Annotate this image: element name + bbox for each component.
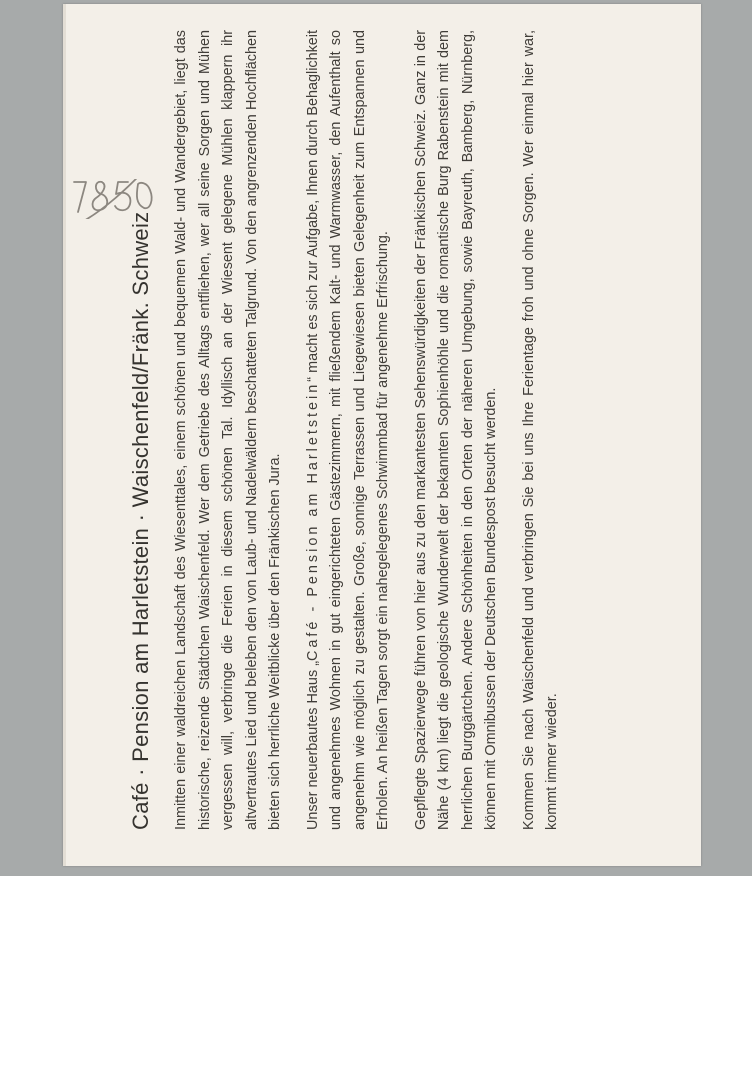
house-name: Café - Pension am Harletstein [304,381,321,661]
paragraph-excursions: Gepflegte Spazierwege führen von hier aus zu den markantesten Sehenswürdigkeiten der Fränkischen Schweiz. Ganz in der Nähe (4 km) liegt die geologische Wunderwelt der bekannten Sophienhöhle und die romantische Burg Rabenstein mit dem herrlichen Burggärtchen. Andere Schönheiten in den Orten der näheren Umgebung, sowie Bayreuth, Bamberg, Nürnberg, können mit Omnibussen der Deutschen Bundespost besucht werden. [412,30,499,830]
card-text-block [128,30,628,830]
card-title: Café · Pension am Harletstein · Waischenfeld/Fränk. Schweiz [128,211,153,830]
paragraph-house [302,30,396,830]
paragraph-house-start: Unser neuerbautes Haus „ [304,661,321,830]
paragraph-intro: Inmitten einer waldreichen Landschaft des Wiesenttales, einem schönen und bequemen Wald- und Wandergebiet, liegt das historische, reizende Städtchen Waischenfeld. Wer dem Getriebe des Alltags entfliehen, wer all seine Sorgen und Mühen vergessen will, verbringe die Ferien in diesem schönen Tal. Idyllisch an der Wiesent gelegene Mühlen klappern ihr altvertrautes Lied und beleben den von Laub- und Nadelwäldern beschatteten Talgrund. Von den angrenzenden Hochflächen bieten sich herrliche Weitblicke über den Fränkischen Jura. [173,30,283,830]
paragraph-house-end: “ macht es sich zur Aufgabe, Ihnen durch Behaglichkeit und angenehmes Wohnen in gut eingerichteten Gästezimmern, mit fließendem Kalt- und Warmwasser, den Aufenthalt so angenehm wie möglich zu gestalten. Große, sonnige Terrassen und Liegewiesen bieten Gelegenheit zum Entspannen und Erholen. An heißen Tagen sorgt ein nahegelegenes Schwimmbad für angenehme Erfrischung. [304,30,391,830]
paragraph-closing: Kommen Sie nach Waischenfeld und verbringen Sie bei uns Ihre Ferientage froh und ohne Sorgen. Wer einmal hier war, kommt immer wieder. [520,30,560,830]
